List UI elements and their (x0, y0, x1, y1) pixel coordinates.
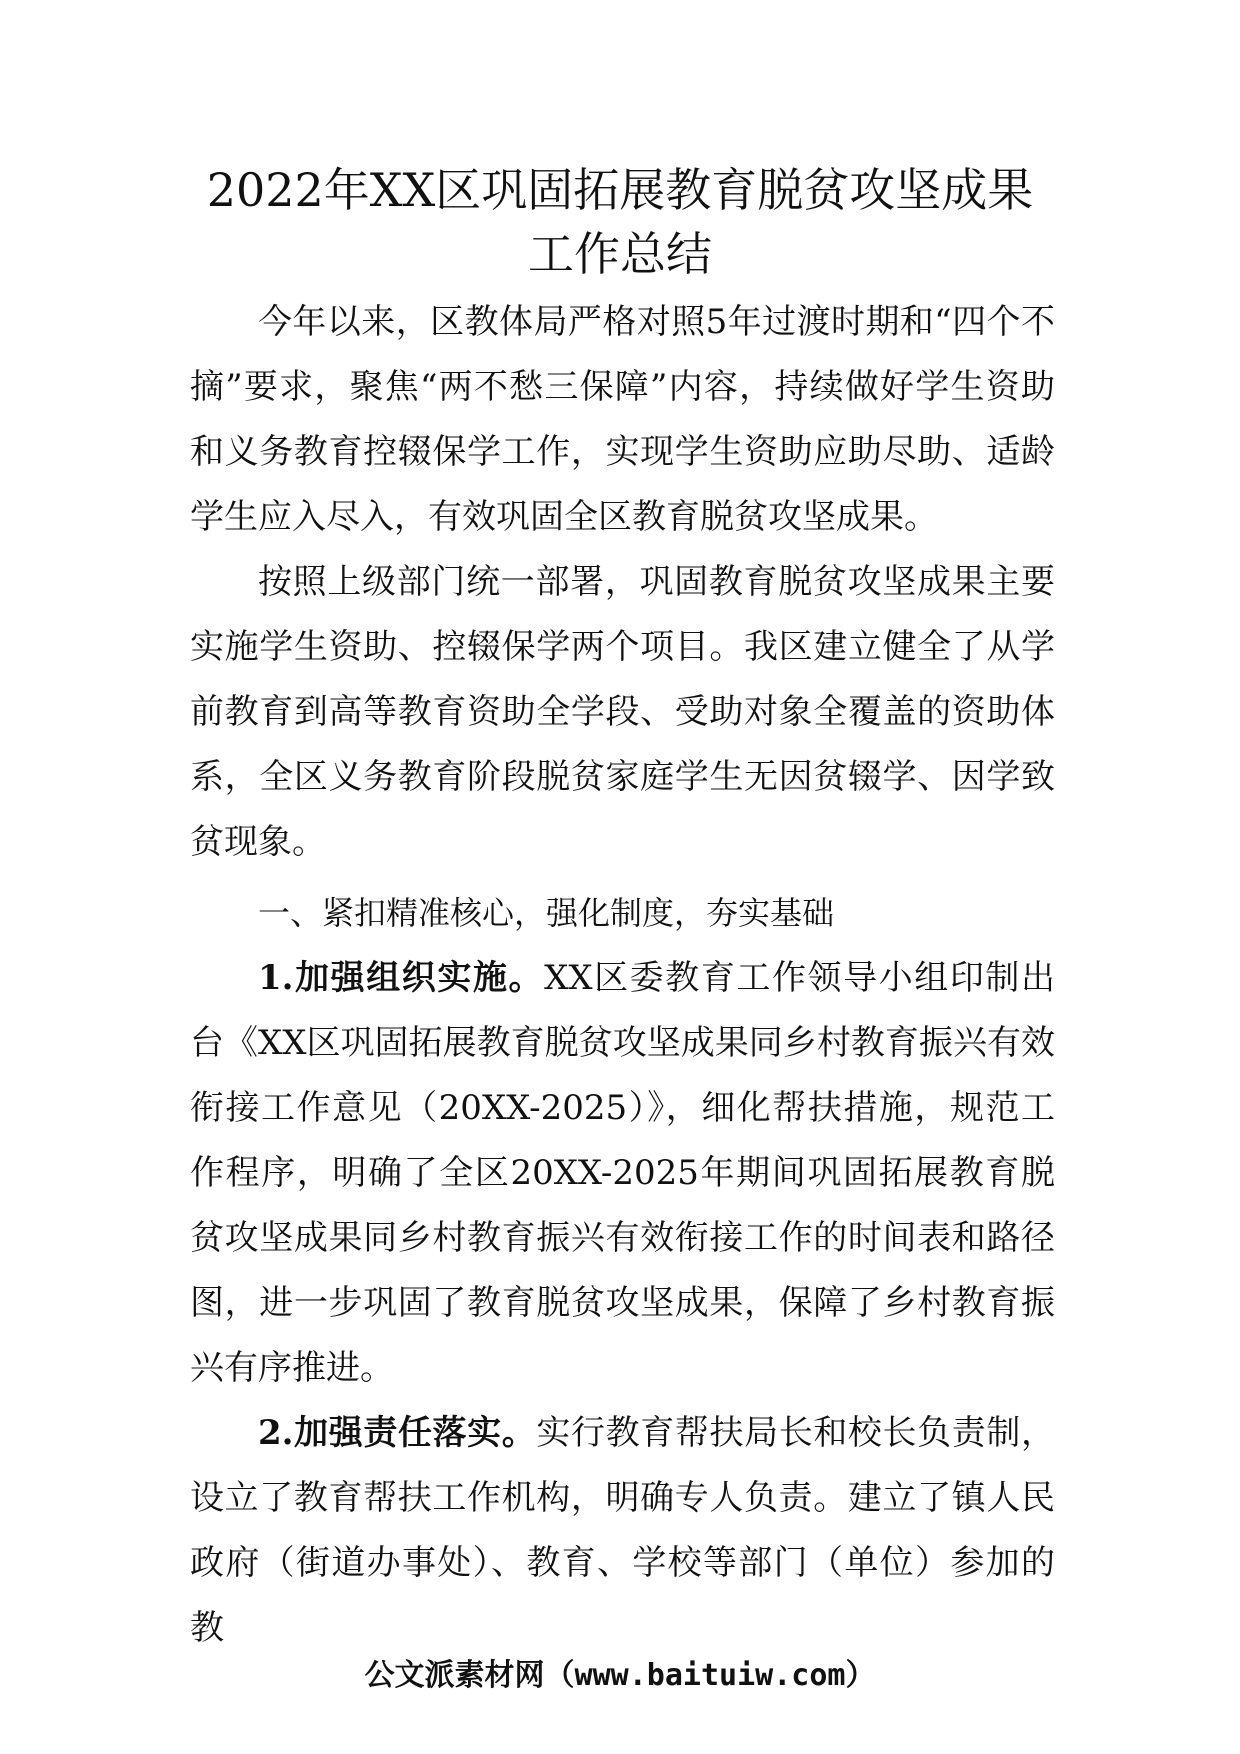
item-2-lead: 2.加强责任落实。 (258, 1413, 537, 1453)
item-2-text: 实行教育帮扶局长和校长负责制，设立了教育帮扶工作机构，明确专人负责。建立了镇人民政府（街道办事处）、教育、学校等部门（单位）参加的教 (190, 1413, 1055, 1648)
item-1-lead: 1.加强组织实施。 (258, 958, 545, 998)
item-paragraph-1 (190, 946, 1055, 1401)
document-body (190, 290, 1055, 1661)
intro-paragraph: 今年以来，区教体局严格对照5年过渡时期和“四个不摘”要求，聚焦“两不愁三保障”内容，持续做好学生资助和义务教育控辍保学工作，实现学生资助应助尽助、适龄学生应入尽入，有效巩固全区教育脱贫攻坚成果。 (190, 302, 1055, 537)
item-paragraph-2 (190, 1401, 1055, 1661)
footer-watermark (0, 1656, 1240, 1696)
document-title (150, 158, 1090, 286)
item-1-text: XX区委教育工作领导小组印制出台《XX区巩固拓展教育脱贫攻坚成果同乡村教育振兴有效衔接工作意见（20XX-2025）》，细化帮扶措施，规范工作程序，明确了全区20XX-2025年期间巩固拓展教育脱贫攻坚成果同乡村教育振兴有效衔接工作的时间表和路径图，进一步巩固了教育脱贫攻坚成果，保障了乡村教育振兴有序推进。 (190, 958, 1055, 1388)
footer-site-name: 公文派素材网 (364, 1658, 545, 1693)
title-line-1: 2022年XX区巩固拓展教育脱贫攻坚成果 (206, 163, 1034, 217)
overview-paragraph: 按照上级部门统一部署，巩固教育脱贫攻坚成果主要实施学生资助、控辍保学两个项目。我区建立健全了从学前教育到高等教育资助全学段、受助对象全覆盖的资助体系，全区义务教育阶段脱贫家庭学生无因贫辍学、因学致贫现象。 (190, 562, 1055, 862)
title-line-2: 工作总结 (528, 227, 712, 281)
section-heading-1: 一、紧扣精准核心，强化制度，夯实基础 (258, 894, 835, 932)
footer-url: （www.baituiw.com） (544, 1658, 876, 1693)
